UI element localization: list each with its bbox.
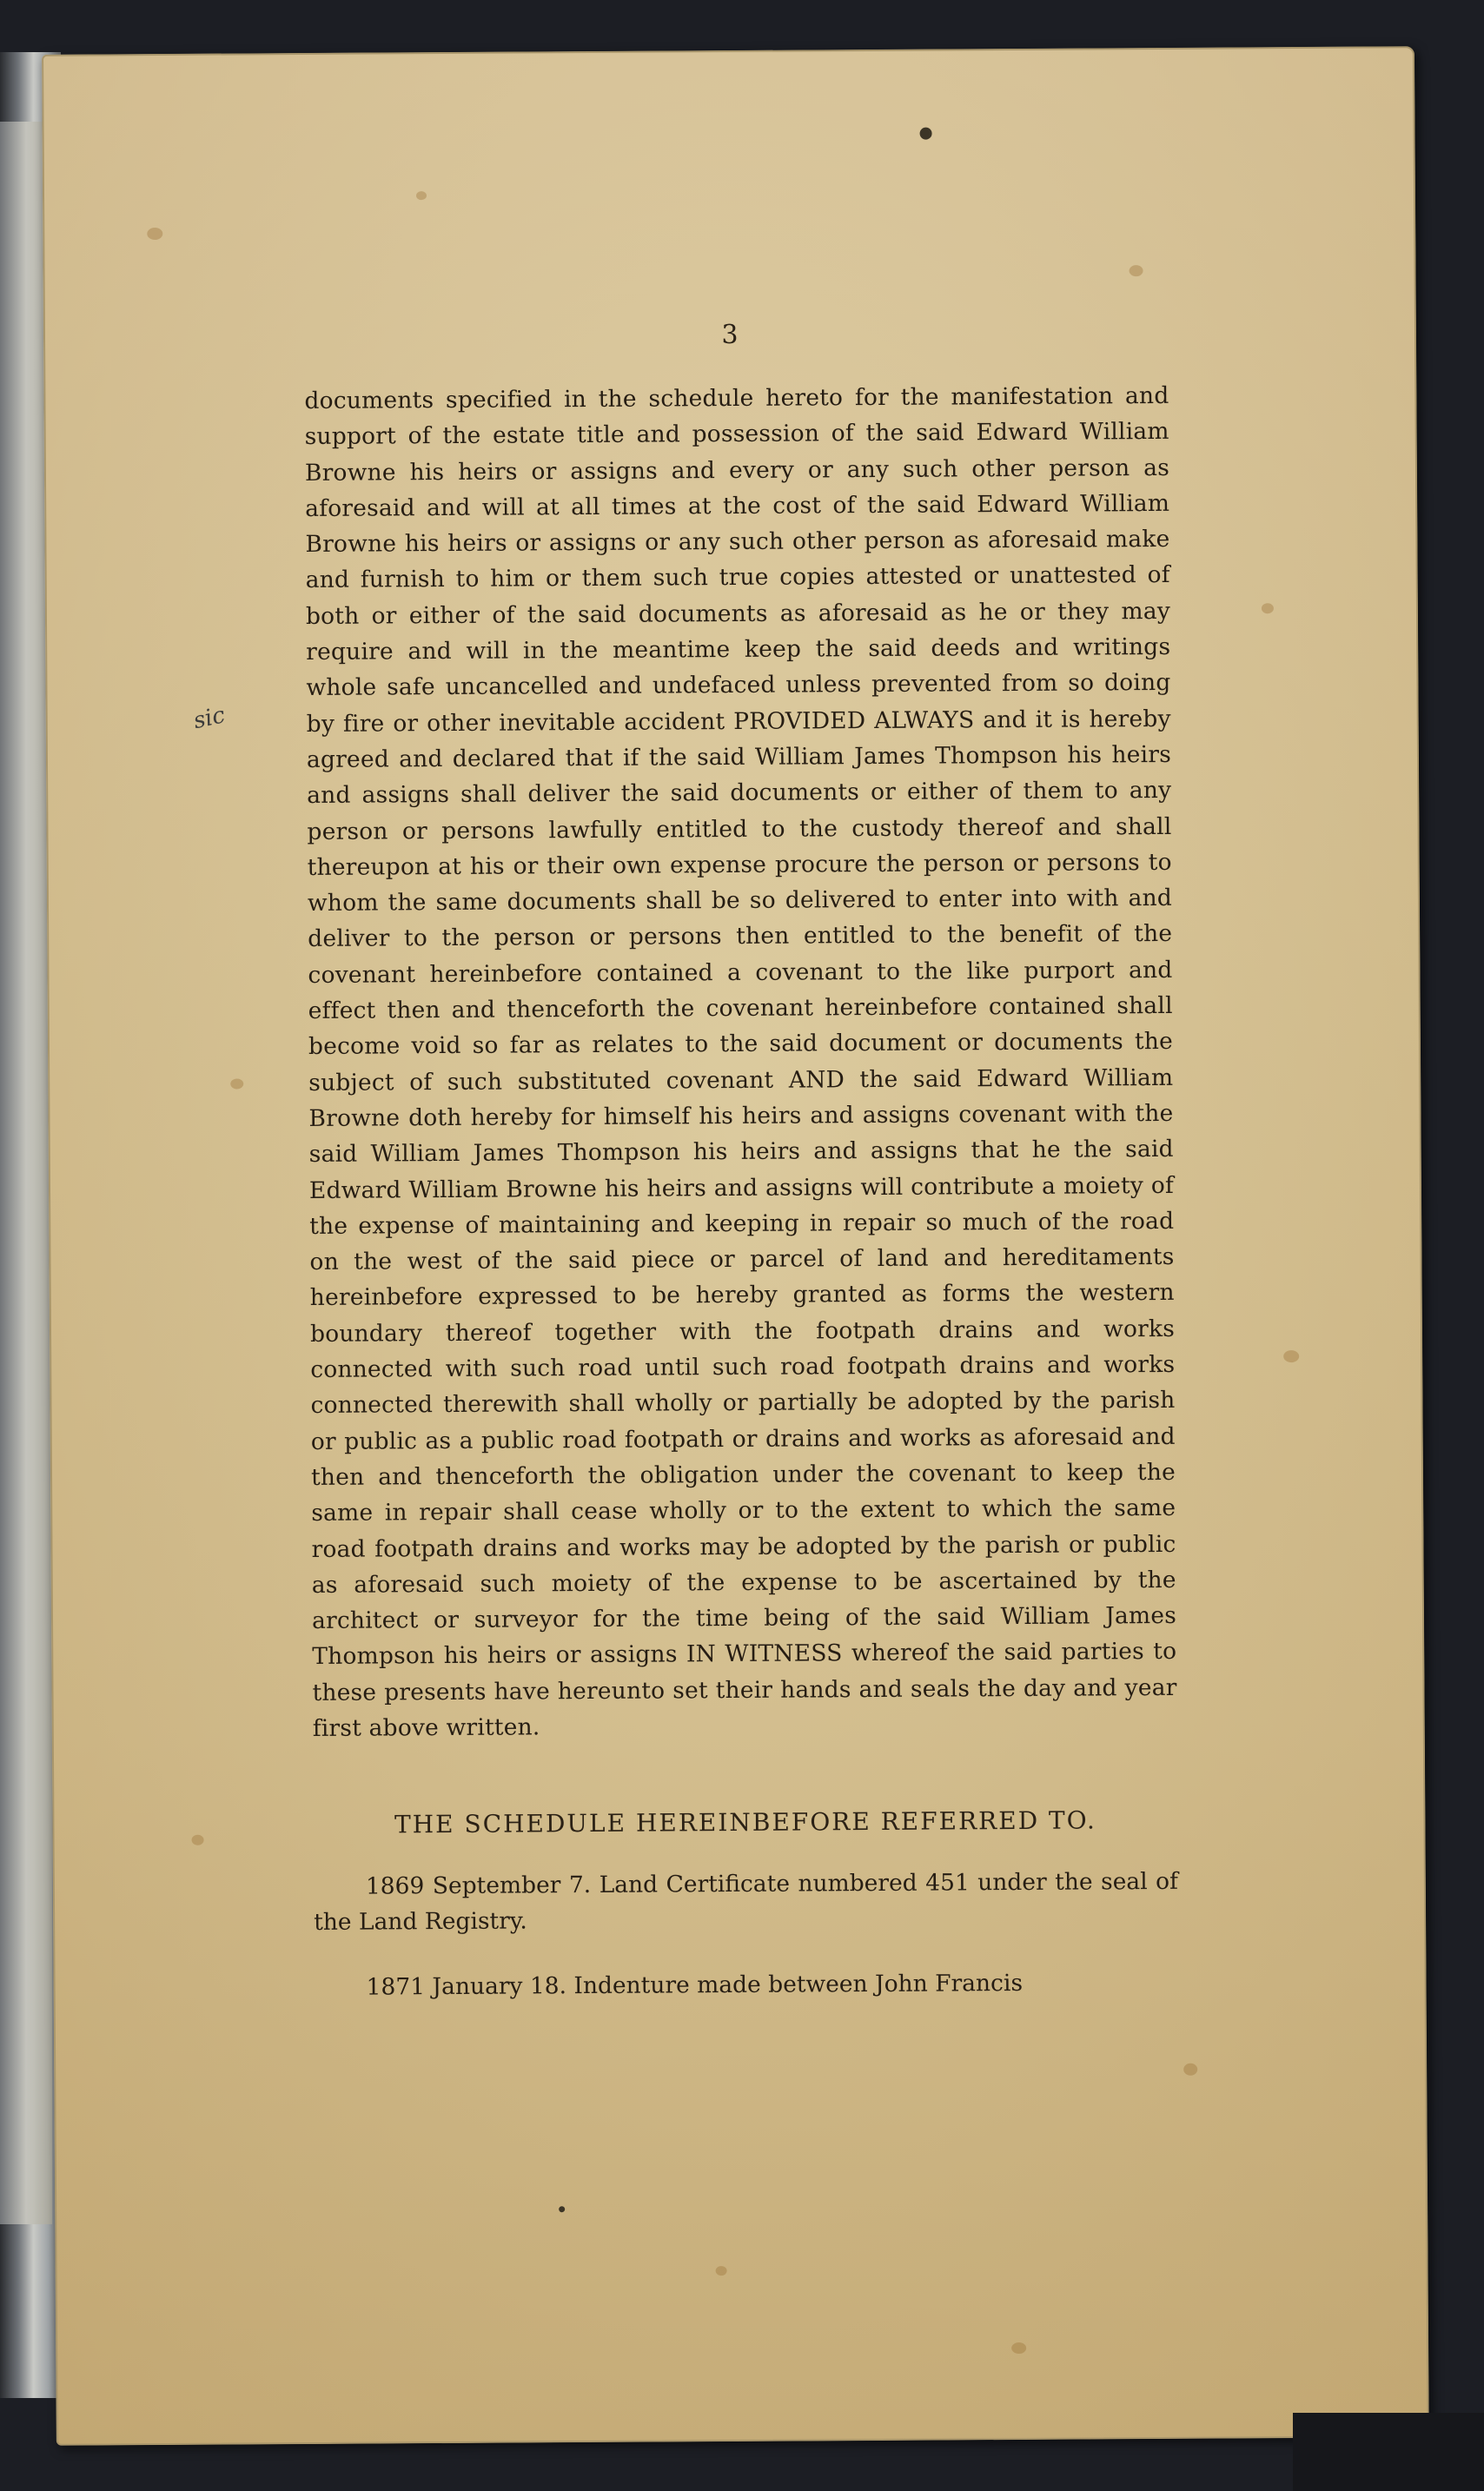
schedule-heading: THE SCHEDULE HEREINBEFORE REFERRED TO. (394, 1805, 1096, 1839)
foxing-spot (1262, 603, 1274, 613)
document-page (42, 46, 1429, 2446)
foxing-spot (1283, 1350, 1299, 1362)
body-paragraph: documents specified in the schedule hereto for the manifestation and support of the estate title and possession of the said Edward William Browne his heirs or assigns and every or any such other person as aforesaid and will at all times at the cost of the said Edward William Browne his heirs or assigns or any such other person as aforesaid make and furnish to him or them such true copies attested or unattested of both or either of the said documents as aforesaid as he or they may require and will in the meantime keep the said deeds and writings whole safe uncancelled and undefaced unless prevented from so doing by fire or other inevitable accident PROVIDED ALWAYS and it is hereby agreed and declared that if the said William James Thompson his heirs and assigns shall deliver the said documents or either of them to any person or persons lawfully entitled to the custody thereof and shall thereupon at his or their own expense procure the person or persons to whom the same documents shall be so delivered to enter into with and deliver to the person or persons then entitled to the benefit of the covenant hereinbefore contained a covenant to the like purport and effect then and thenceforth the covenant hereinbefore contained shall become void so far as relates to the said document or documents the subject of such substituted covenant AND the said Edward William Browne doth hereby for himself his heirs and assigns covenant with the said William James Thompson his heirs and assigns that he the said Edward William Browne his heirs and assigns will contribute a moiety of the expense of maintaining and keeping in repair so much of the road on the west of the said piece or parcel of land and hereditaments hereinbefore expressed to be hereby granted as forms the western boundary thereof together with the footpath drains and works connected with such road until such road footpath drains and works connected therewith shall wholly or partially be adopted by the parish or public as a public road footpath or drains and works as aforesaid and then and thenceforth the obligation under the covenant to keep the same in repair shall cease wholly or to the extent to which the same road footpath drains and works may be adopted by the parish or public as aforesaid such moiety of the expense to be ascertained by the architect or surveyor for the time being of the said William James Thompson his heirs or assigns IN WITNESS whereof the said parties to these presents have hereunto set their hands and seals the day and year first above written. (304, 381, 1177, 1742)
schedule-entry: 1869 September 7. Land Certificate numbered 451 under the seal of the Land Registry. (314, 1868, 1178, 1937)
foxing-spot (1130, 265, 1143, 276)
margin-annotation: sic (190, 702, 228, 735)
foxing-spot (416, 191, 427, 200)
document-content (304, 378, 1178, 2005)
foxing-spot (230, 1078, 243, 1089)
ink-dot (559, 2206, 565, 2212)
foxing-spot (192, 1835, 204, 1845)
foxing-spot (1183, 2064, 1197, 2076)
page-number: 3 (721, 319, 739, 351)
schedule-entry: 1871 January 18. Indenture made between John Francis (366, 1970, 1024, 2001)
ink-mark (920, 128, 932, 140)
foxing-spot (716, 2266, 727, 2276)
foxing-spot (1011, 2342, 1026, 2354)
background-corner (1293, 2413, 1484, 2491)
foxing-spot (147, 228, 162, 240)
